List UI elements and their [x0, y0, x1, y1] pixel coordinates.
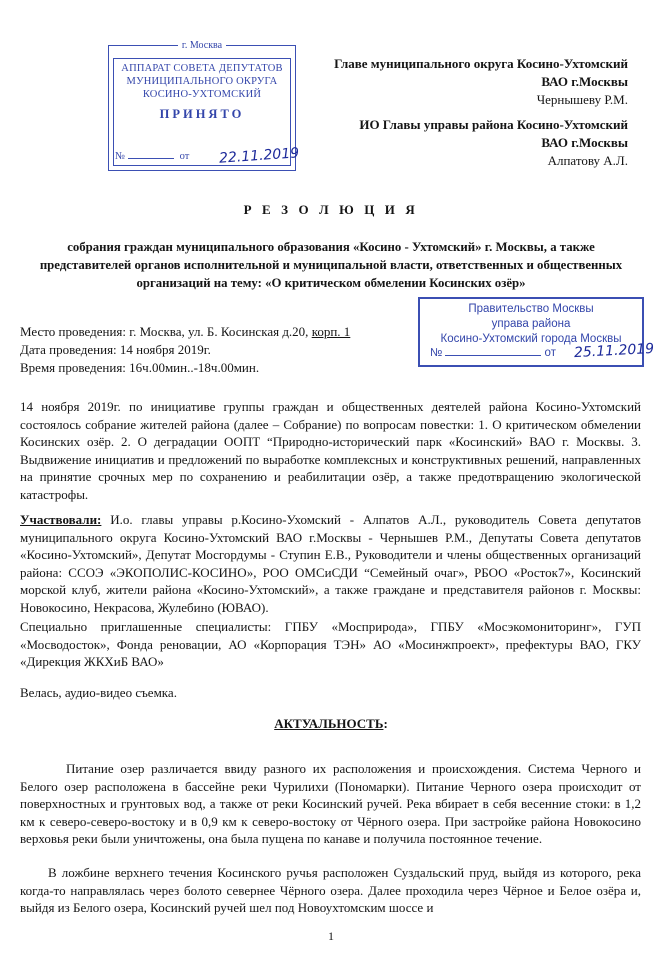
meeting-date: Дата проведения: 14 ноября 2019г. [20, 342, 211, 357]
document-subtitle: собрания граждан муниципального образования «Косино - Ухтомский» г. Москвы, а также представителей органов исполнительной и муниципальной власти, ответственных и общественных организаций на тему: «О критическом обмелении Косинских озёр» [39, 240, 623, 290]
stamp2-line-1: Правительство Москвы [468, 303, 594, 315]
paragraph-specialists: Специально приглашенные специалисты: ГПБУ «Мосприрода», ГПБУ «Мосэкомониторинг», ГУП «Мосводосток», Фонда реновации, АО «Корпорация ТЭН» АО «Мосинжпроект», префектуры ВАО, ГКУ «Дирекция ЖКХиБ ВАО» [20, 619, 641, 669]
addressee1-line2: ВАО г.Москвы [541, 74, 628, 89]
addressee-head-of-uprava [359, 116, 628, 170]
participants-text: И.о. главы управы р.Косино-Ухомский - Алпатов А.Л., руководитель Совета депутатов муниципального округа Косино-Ухтомский ВАО г.Москвы - Чернышев Р.М., Депутаты Совета депутатов «Косино-Ухтомский», Депутат Мосгордумы - Ступин Е.В., Руководители и члены общественных организаций района: ССОЭ «ЭКОПОЛИС-КОСИНО», РОО ОМСиСДИ “Семейный очаг», РБОО «Росток7», Косинский морской клуб, жители района «Косино-Ухтомский», а также граждане и представителя районов г. Москвы: Новокосино, Некрасова, Жулебино (ЮВАО). [20, 512, 641, 615]
participants-label: Участвовали: [20, 512, 102, 527]
section-heading-relevance: АКТУАЛЬНОСТЬ: [274, 716, 388, 731]
addressee1-line3: Чернышеву Р.М. [536, 92, 628, 107]
page-number: 1 [328, 929, 334, 943]
stamp2-handwritten-date: 25.11.2019 [573, 340, 655, 362]
stamp-line-3: КОСИНО-УХТОМСКИЙ [142, 89, 262, 100]
stamp-city: г. Москва [178, 40, 226, 51]
paragraph-participants [20, 511, 641, 616]
paragraph-recording: Велась, аудио-видео съемка. [20, 685, 177, 700]
stamp2-line-2: управа района [491, 318, 571, 330]
addressee2-line3: Алпатову А.Л. [547, 153, 628, 168]
uprava-received-stamp [418, 297, 655, 367]
stamp2-line-3: Косино-Ухтомский города Москвы [440, 333, 622, 345]
addressee-head-of-municipal-district [334, 55, 628, 109]
stamp-num-label: № [115, 151, 126, 162]
stamp-line-2: МУНИЦИПАЛЬНОГО ОКРУГА [126, 76, 278, 87]
stamp2-num-label: № [430, 347, 443, 359]
document-title: Р Е З О Л Ю Ц И Я [243, 202, 419, 217]
stamp-handwritten-date: 22.11.2019 [218, 145, 300, 167]
paragraph-agenda: 14 ноября 2019г. по инициативе группы граждан и общественных деятелей района Косино-Ухтомский состоялось собрание жителей района (далее – Собрание) по вопросам повестки: 1. О критическом обмелении Косинских озёр. 2. О деградации ООПТ “Природно-исторический парк «Косинский» ВАО г. Москвы. 3. Выдвижение инициатив и предложений по выработке комплексных и конструктивных решений, направленных на принятие срочных мер по сохранению и реабилитации озёр, а также предотвращению экологической катастрофы. [20, 399, 641, 502]
meeting-place: Место проведения: г. Москва, ул. Б. Косинская д.20, корп. 1 [20, 324, 351, 339]
stamp-date-prefix: от [179, 151, 190, 162]
meeting-time: Время проведения: 16ч.00мин..-18ч.00мин. [20, 360, 260, 375]
meeting-details [20, 323, 350, 377]
stamp-line-1: АППАРАТ СОВЕТА ДЕПУТАТОВ [121, 63, 283, 74]
stamp-accepted: ПРИНЯТО [159, 107, 245, 121]
meeting-place-korp: корп. 1 [311, 324, 351, 339]
stamp2-date-prefix: от [544, 347, 556, 359]
paragraph-lake-feeding: Питание озер различается ввиду разного их расположения и происхождения. Система Черного и Белого озер расположена в бассейне реки Чурилихи (Пономарки). Питание Черного озера происходит от поверхностных и грунтовых вод, а также от реки Косинский ручей. Река вбирает в себя весенние стоки: в 1,2 км к северо-северо-востоку и в 0,9 км к северо-востоку от Чёрного озера. При застройке района Новокосино верховья реки были уничтожены, она была пущена по канаве и получила постоянное течение. [20, 761, 641, 846]
addressee1-line1: Главе муниципального округа Косино-Ухтомский [334, 56, 628, 71]
paragraph-kosinsky-stream: В ложбине верхнего течения Косинского ручья расположен Суздальский пруд, выйдя из которого, река когда-то направлялась через болото севернее Чёрного озера. Далее проходила через Чёрное и Белое озёра и, выйдя из Белого озера, Косинский ручей шел под Новоухтомским шоссе и [20, 865, 641, 915]
apparat-received-stamp [108, 40, 300, 171]
addressee2-line2: ВАО г.Москвы [541, 135, 628, 150]
addressee2-line1: ИО Главы управы района Косино-Ухтомский [359, 117, 628, 132]
